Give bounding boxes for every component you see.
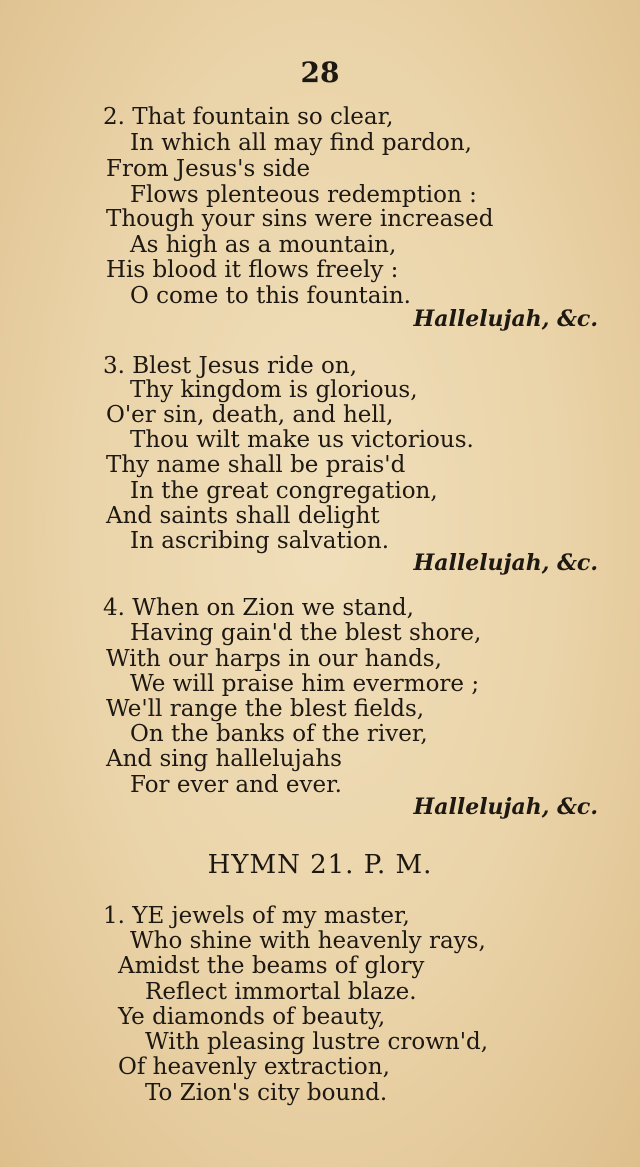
stanza-line: Reflect immortal blaze. xyxy=(145,979,417,1005)
stanza-line: With our harps in our hands, xyxy=(106,646,442,672)
stanza-line: For ever and ever. xyxy=(130,772,342,798)
stanza-line: O come to this fountain. xyxy=(130,283,411,309)
stanza-line: On the banks of the river, xyxy=(130,721,428,747)
stanza-line: In ascribing salvation. xyxy=(130,528,390,554)
refrain: Hallelujah, &c. xyxy=(413,306,598,332)
stanza-line: Of heavenly extraction, xyxy=(118,1054,390,1080)
stanza-line: Amidst the beams of glory xyxy=(118,953,425,979)
stanza-line: O'er sin, death, and hell, xyxy=(106,402,394,428)
stanza-line: In the great congregation, xyxy=(130,478,438,504)
stanza-line: To Zion's city bound. xyxy=(145,1080,388,1106)
stanza-line: We will praise him evermore ; xyxy=(130,671,480,697)
stanza-line: Though your sins were increased xyxy=(106,206,494,232)
stanza-line: From Jesus's side xyxy=(106,156,311,182)
stanza-line: 3. Blest Jesus ride on, xyxy=(103,353,358,379)
stanza-line: 1. YE jewels of my master, xyxy=(103,903,410,929)
stanza-line: Who shine with heavenly rays, xyxy=(130,928,486,954)
refrain: Hallelujah, &c. xyxy=(413,794,598,820)
stanza-line: With pleasing lustre crown'd, xyxy=(145,1029,489,1055)
page-number: 28 xyxy=(300,56,340,89)
stanza-line: And sing hallelujahs xyxy=(106,746,342,772)
stanza-line: As high as a mountain, xyxy=(130,232,397,258)
stanza-line: Thy name shall be prais'd xyxy=(106,452,406,478)
stanza-line: Flows plenteous redemption : xyxy=(130,182,477,208)
stanza-line: His blood it flows freely : xyxy=(106,257,399,283)
stanza-line: 2. That fountain so clear, xyxy=(103,104,394,130)
hymn-heading: HYMN 21. P. M. xyxy=(207,850,433,880)
stanza-line: And saints shall delight xyxy=(106,503,380,529)
stanza-line: In which all may find pardon, xyxy=(130,130,472,156)
stanza-line: Thou wilt make us victorious. xyxy=(130,427,474,453)
stanza-line: We'll range the blest fields, xyxy=(106,696,425,722)
stanza-line: Thy kingdom is glorious, xyxy=(130,377,418,403)
stanza-line: 4. When on Zion we stand, xyxy=(103,595,414,621)
refrain: Hallelujah, &c. xyxy=(413,550,598,576)
stanza-line: Ye diamonds of beauty, xyxy=(118,1004,386,1030)
stanza-line: Having gain'd the blest shore, xyxy=(130,620,482,646)
